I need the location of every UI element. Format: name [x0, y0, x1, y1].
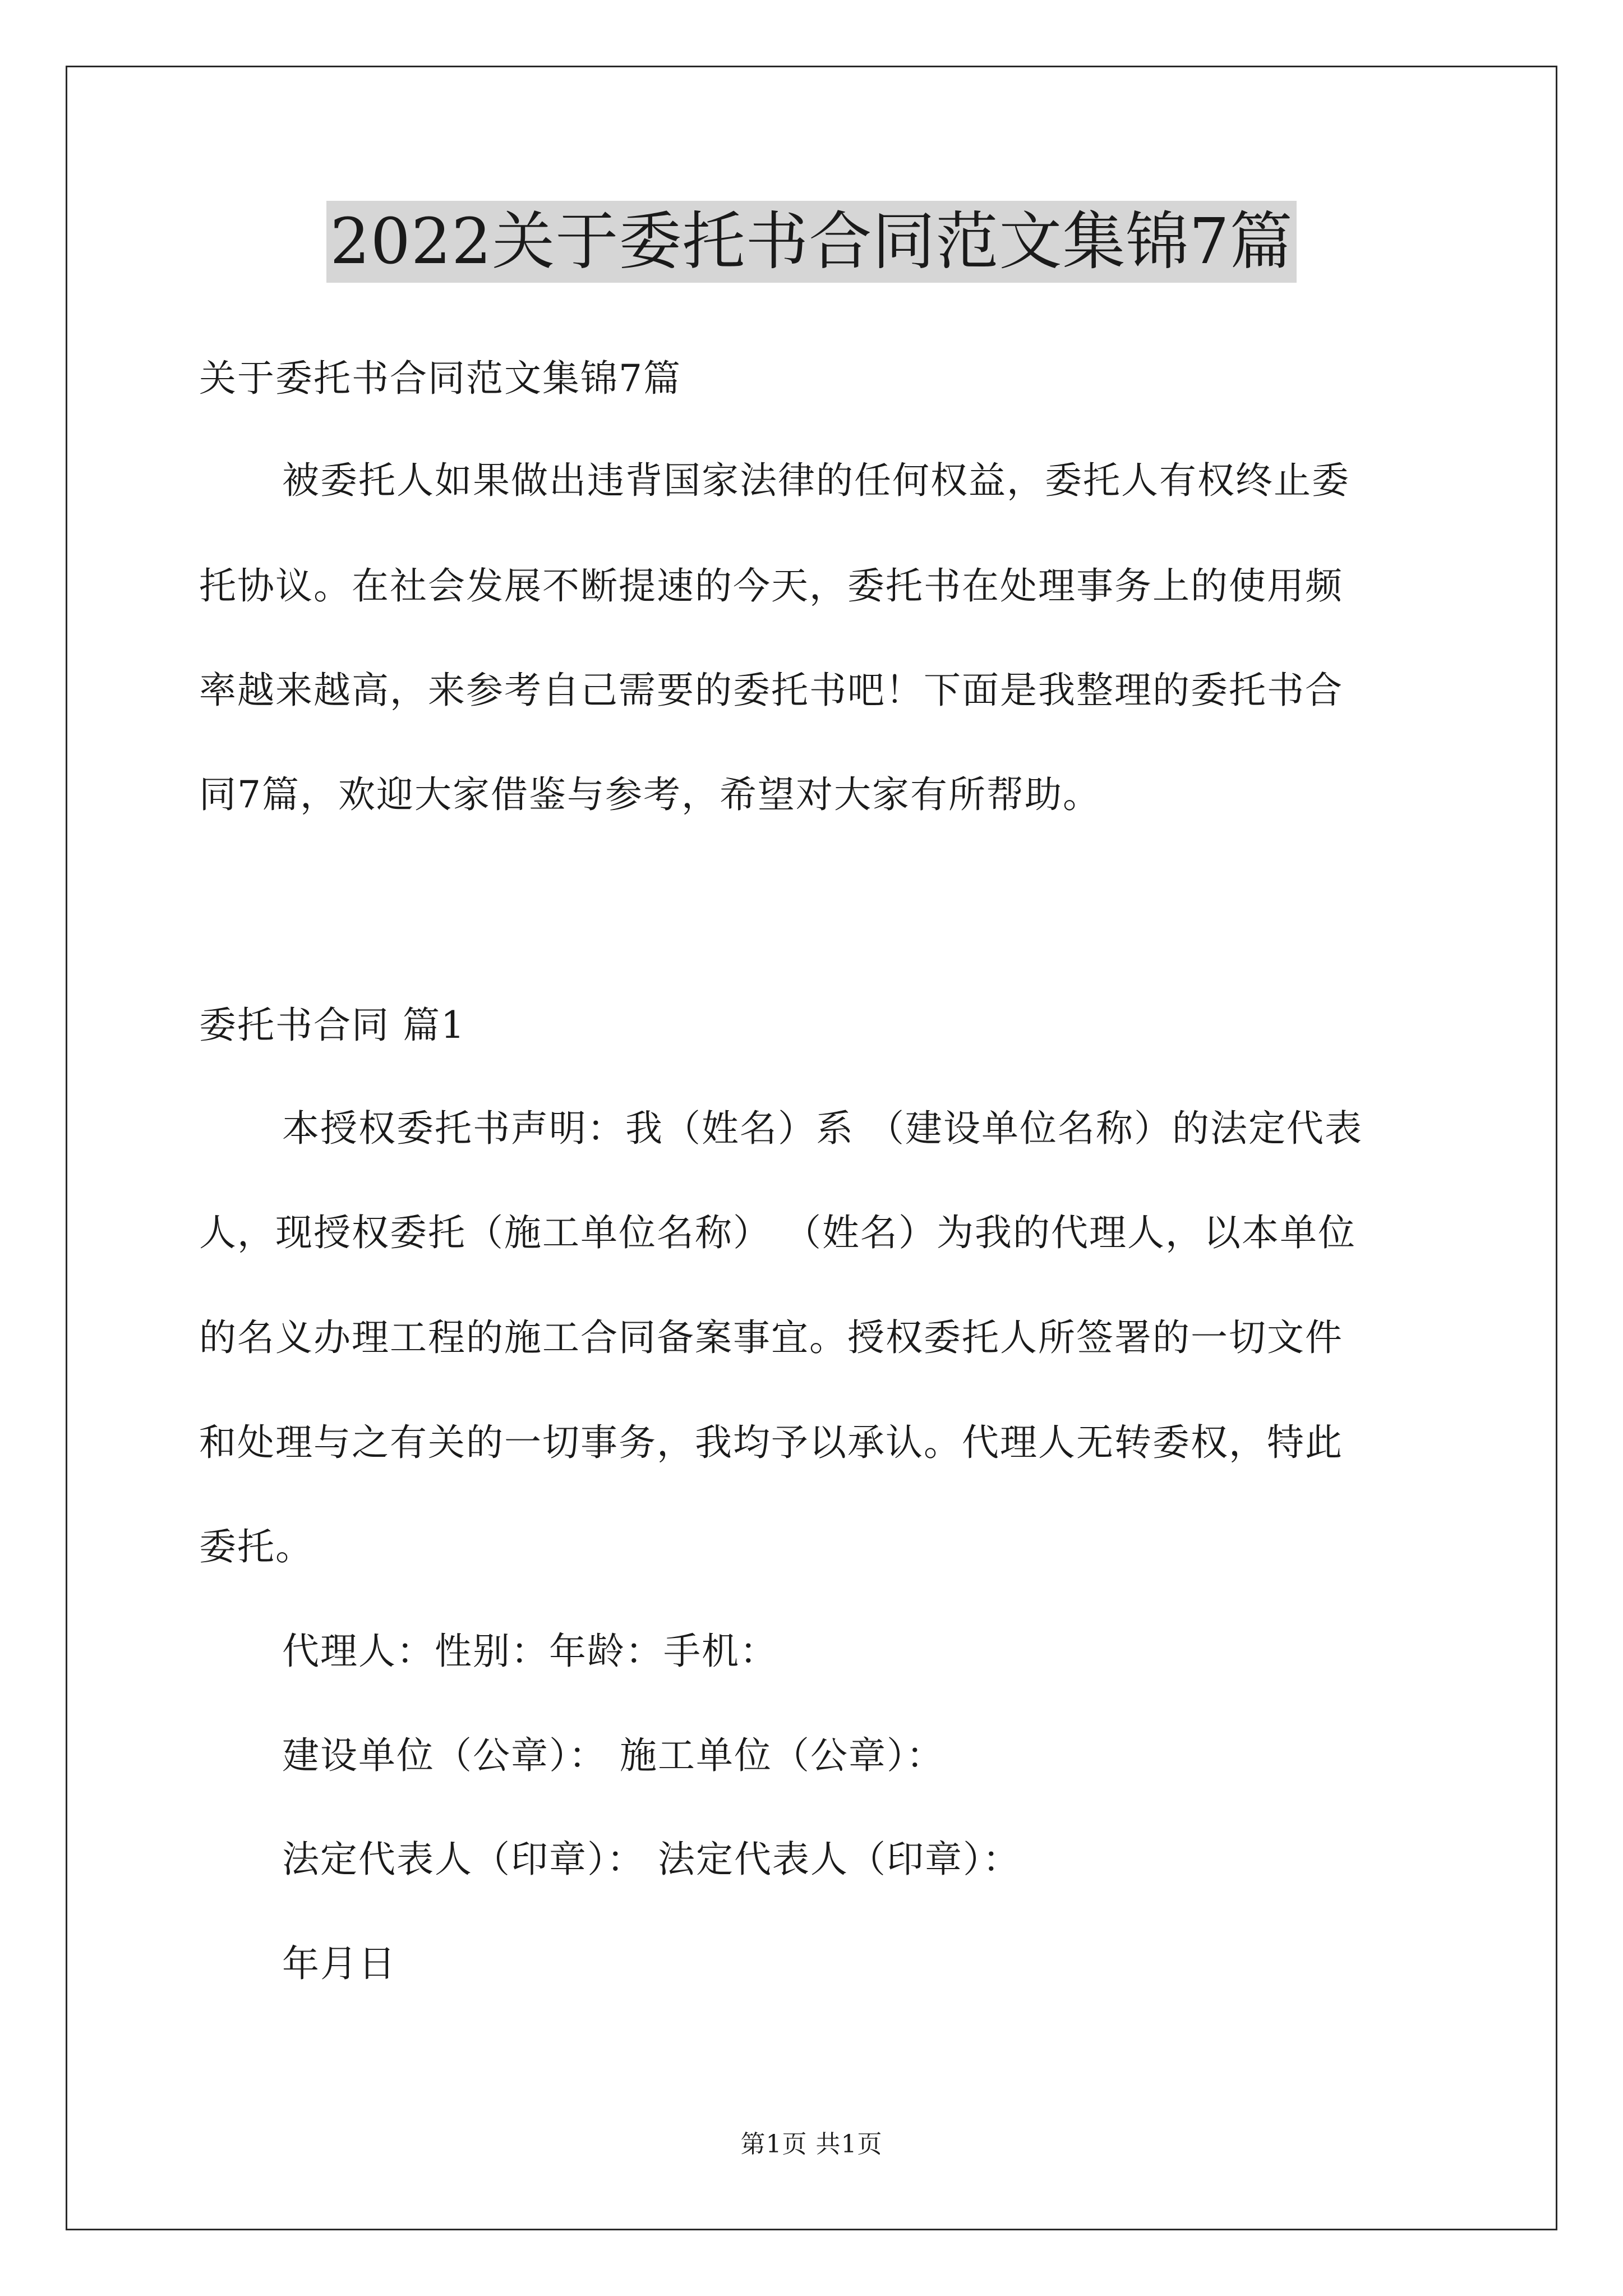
intro-line: 率越来越高，来参考自己需要的委托书吧！下面是我整理的委托书合 — [199, 669, 1343, 712]
intro-line: 被委托人如果做出违背国家法律的任何权益，委托人有权终止委 — [282, 459, 1350, 502]
section-line: 人，现授权委托（施工单位名称） （姓名）为我的代理人，以本单位 — [199, 1211, 1356, 1254]
intro-line: 同7篇，欢迎大家借鉴与参考，希望对大家有所帮助。 — [199, 773, 1101, 816]
intro-line: 托协议。在社会发展不断提速的今天，委托书在处理事务上的使用频 — [199, 564, 1343, 608]
section-line: 委托。 — [199, 1525, 313, 1568]
date-field: 年月日 — [282, 1942, 396, 1985]
document-subtitle: 关于委托书合同范文集锦7篇 — [199, 357, 681, 400]
section-line: 本授权委托书声明：我（姓名）系 （建设单位名称）的法定代表 — [282, 1107, 1363, 1150]
section-line: 和处理与之有关的一切事务，我均予以承认。代理人无转委权，特此 — [199, 1421, 1343, 1464]
legal-rep-field: 法定代表人（印章）： 法定代表人（印章）： — [282, 1838, 1021, 1881]
page-footer: 第1页 共1页 — [740, 2130, 883, 2159]
document-title[interactable]: 2022关于委托书合同范文集锦7篇 — [326, 201, 1296, 283]
section-line: 的名义办理工程的施工合同备案事宜。授权委托人所签署的一切文件 — [199, 1316, 1343, 1359]
seal-field: 建设单位（公章）： 施工单位（公章）： — [282, 1734, 944, 1777]
section-heading: 委托书合同 篇1 — [199, 1004, 465, 1047]
agent-info-field: 代理人：性别：年龄：手机： — [282, 1630, 778, 1673]
title-container — [0, 201, 1623, 283]
